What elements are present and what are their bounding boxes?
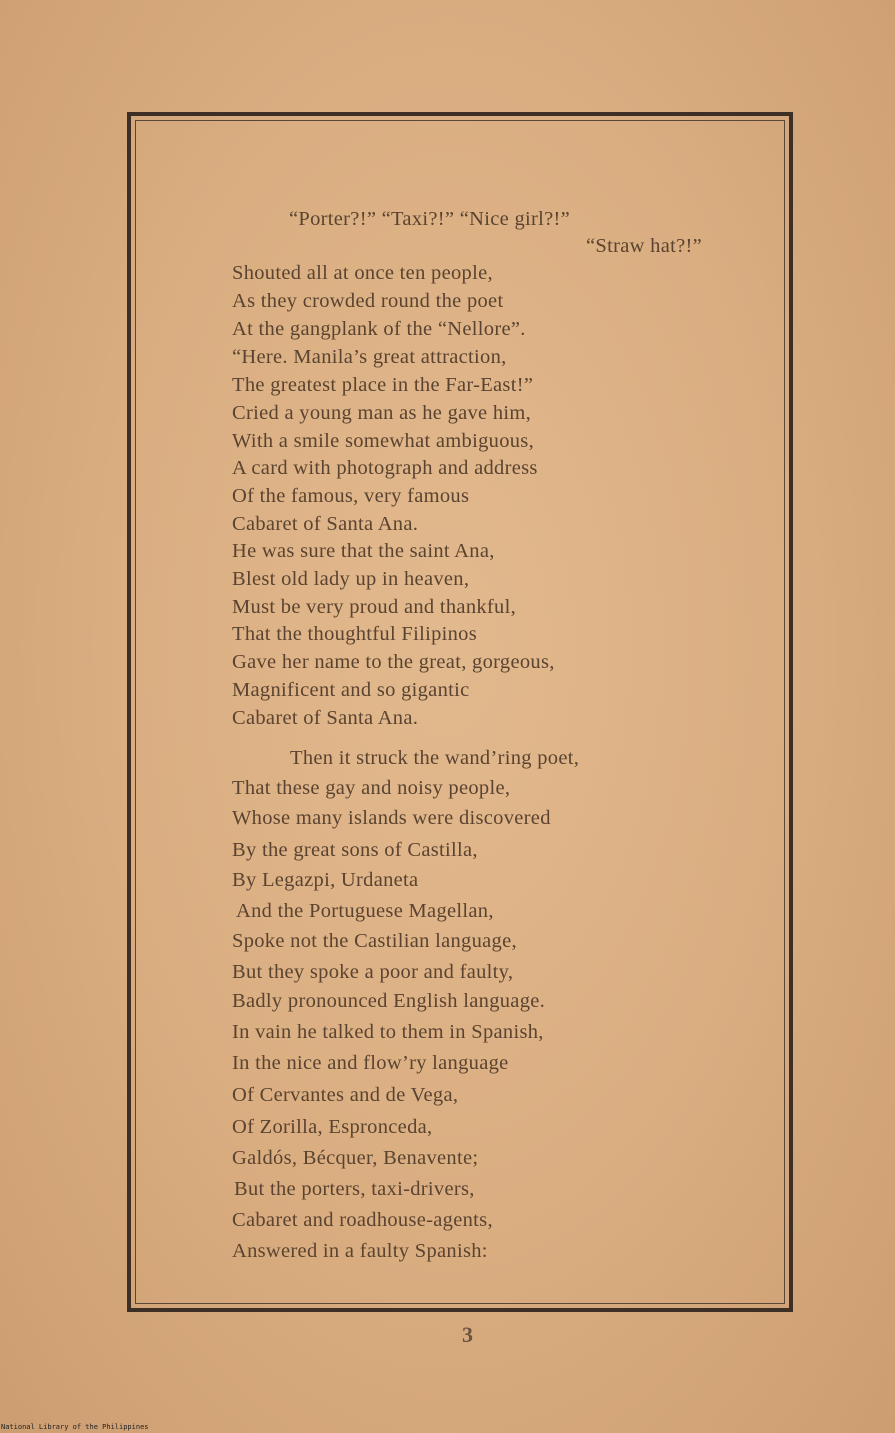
poem-line: And the Portuguese Magellan,: [236, 900, 494, 922]
poem-line: That these gay and noisy people,: [232, 777, 511, 799]
poem-line: In vain he talked to them in Spanish,: [232, 1021, 544, 1043]
poem-line: By the great sons of Castilla,: [232, 839, 478, 861]
poem-line: “Porter?!” “Taxi?!” “Nice girl?!”: [289, 208, 571, 230]
poem-line: The greatest place in the Far-East!”: [232, 374, 534, 396]
poem-line: By Legazpi, Urdaneta: [232, 869, 419, 891]
poem-line: In the nice and flow’ry language: [232, 1052, 509, 1074]
poem-line: But they spoke a poor and faulty,: [232, 961, 514, 983]
poem-line: That the thoughtful Filipinos: [232, 623, 478, 645]
poem-line: Cried a young man as he gave him,: [232, 402, 532, 424]
poem-line: “Straw hat?!”: [586, 235, 703, 257]
poem-line: Of Cervantes and de Vega,: [232, 1084, 459, 1106]
poem-line: Cabaret and roadhouse-agents,: [232, 1209, 493, 1231]
poem-line: “Here. Manila’s great attraction,: [232, 346, 507, 368]
poem-line: But the porters, taxi-drivers,: [234, 1178, 475, 1200]
poem-line: Answered in a faulty Spanish:: [232, 1240, 488, 1262]
poem-line: Magnificent and so gigantic: [232, 679, 470, 701]
poem-line: Shouted all at once ten people,: [232, 262, 493, 284]
poem-line: Galdós, Bécquer, Benavente;: [232, 1147, 479, 1169]
poem-line: At the gangplank of the “Nellore”.: [232, 318, 526, 340]
poem-line: With a smile somewhat ambiguous,: [232, 430, 534, 452]
poem-line: Blest old lady up in heaven,: [232, 568, 470, 590]
poem-line: Of Zorilla, Espronceda,: [232, 1116, 433, 1138]
page-number: 3: [462, 1322, 473, 1347]
poem-line: He was sure that the saint Ana,: [232, 540, 495, 562]
poem-line: As they crowded round the poet: [232, 290, 504, 312]
poem-line: Gave her name to the great, gorgeous,: [232, 651, 555, 673]
poem-line: Cabaret of Santa Ana.: [232, 513, 419, 535]
poem-line: Of the famous, very famous: [232, 485, 470, 507]
poem-line: Badly pronounced English language.: [232, 990, 546, 1012]
poem-line: Cabaret of Santa Ana.: [232, 707, 419, 729]
poem-line: Whose many islands were discovered: [232, 807, 551, 829]
poem-line: A card with photograph and address: [232, 457, 538, 479]
poem-line: Then it struck the wand’ring poet,: [290, 747, 580, 769]
library-credit: National Library of the Philippines: [1, 1423, 149, 1431]
poem-line: Spoke not the Castilian language,: [232, 930, 517, 952]
poem-line: Must be very proud and thankful,: [232, 596, 517, 618]
